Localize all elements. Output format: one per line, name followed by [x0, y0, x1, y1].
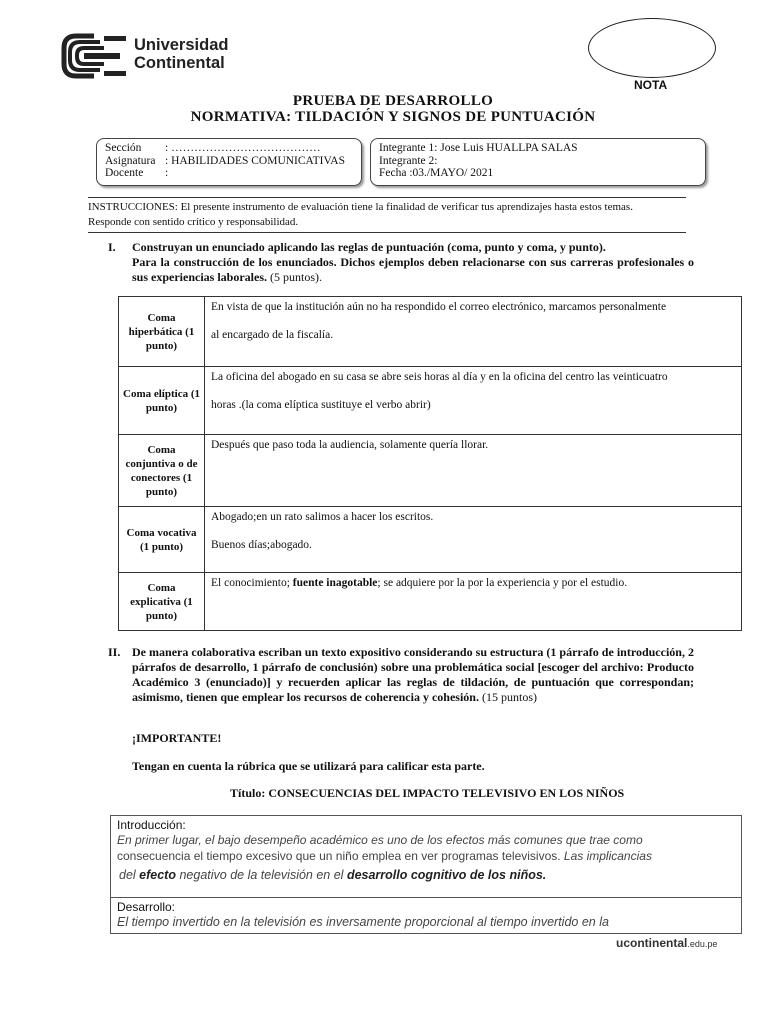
- date: Fecha :03./MAYO/ 2021: [379, 167, 494, 179]
- page-title: PRUEBA DE DESARROLLO: [292, 93, 494, 109]
- section-1-body: Para la construcción de los enunciados. Dichos ejemplos deben relacionarse con sus carreras profesionales o sus experiencias laborales. (5 puntos).: [132, 255, 694, 284]
- table-row: Coma hiperbática (1 punto) En vista de que la institución aún no ha respondido el correo electrónico, marcamos personalmente al encargado de la fiscalía.: [119, 297, 742, 367]
- section-2-body: De manera colaborativa escriban un texto expositivo considerando su estructura (1 párrafo de introducción, 2 párrafos de desarrollo, 1 párrafo de conclusión) sobre una problemática social [escoger del archivo: Producto Académico 3 (enunciado)] y recuerden aplicar las reglas de tildación, de puntuación que correspondan; asimismo, tienen que emplear los recursos de coherencia y cohesión. (15 puntos): [132, 645, 694, 704]
- development-heading: Desarrollo:: [117, 900, 176, 914]
- divider: [88, 197, 686, 198]
- development-box: Desarrollo: El tiempo invertido en la televisión es inversamente proporcional al tiempo invertido en la: [110, 897, 742, 934]
- table-row: Coma conjuntiva o de conectores (1 punto) Después que paso toda la audiencia, solamente quería llorar.: [119, 435, 742, 507]
- grade-oval: [588, 18, 716, 78]
- introduction-heading: Introducción:: [117, 818, 186, 832]
- member-1: Integrante 1: Jose Luis HUALLPA SALAS: [379, 142, 578, 154]
- footer-brand: ucontinental.edu.pe: [616, 936, 718, 950]
- student-info-box: [370, 138, 706, 186]
- important-label: ¡IMPORTANTE!: [132, 731, 222, 745]
- table-row: Coma explicativa (1 punto) El conocimiento; fuente inagotable; se adquiere por la por la experiencia y por el estudio.: [119, 573, 742, 631]
- punctuation-table: [118, 296, 742, 631]
- table-row: Coma elíptica (1 punto) La oficina del abogado en su casa se abre seis horas al día y en la oficina del centro las veinticuatro horas .(la coma elíptica sustituye el verbo abrir): [119, 367, 742, 435]
- member-2: Integrante 2:: [379, 154, 438, 167]
- rubric-note: Tengan en cuenta la rúbrica que se utilizará para calificar esta parte.: [132, 759, 485, 773]
- instructions: INSTRUCCIONES: El presente instrumento de evaluación tiene la finalidad de verificar tus aprendizajes hasta estos temas. Responde con sentido crítico y responsabilidad.: [88, 201, 633, 228]
- introduction-box: Introducción: En primer lugar, el bajo desempeño académico es uno de los efectos más comunes que trae como consecuencia el tiempo excesivo que un niño emplea en ver programas televisivos. Las implicancias del efecto negativo de la televisión en el desarrollo cognitivo de los niños.: [110, 815, 742, 898]
- table-row: Coma vocativa (1 punto) Abogado;en un rato salimos a hacer los escritos. Buenos días;abogado.: [119, 507, 742, 573]
- section-1-number: I.: [108, 240, 116, 254]
- course-info-box: Sección : ………………………………… Asignatura : HABILIDADES COMUNICATIVAS Docente :: [96, 138, 362, 186]
- essay-title: Título: CONSECUENCIAS DEL IMPACTO TELEVISIVO EN LOS NIÑOS: [230, 786, 625, 800]
- university-name: Universidad Continental: [134, 36, 229, 72]
- section-1-heading: Construyan un enunciado aplicando las reglas de puntuación (coma, punto y coma, y punto).: [132, 240, 606, 254]
- grade-label: NOTA: [634, 78, 668, 92]
- section-2-number: II.: [108, 645, 121, 659]
- divider: [88, 232, 686, 233]
- page-subtitle: NORMATIVA: TILDACIÓN Y SIGNOS DE PUNTUACIÓN: [190, 109, 596, 125]
